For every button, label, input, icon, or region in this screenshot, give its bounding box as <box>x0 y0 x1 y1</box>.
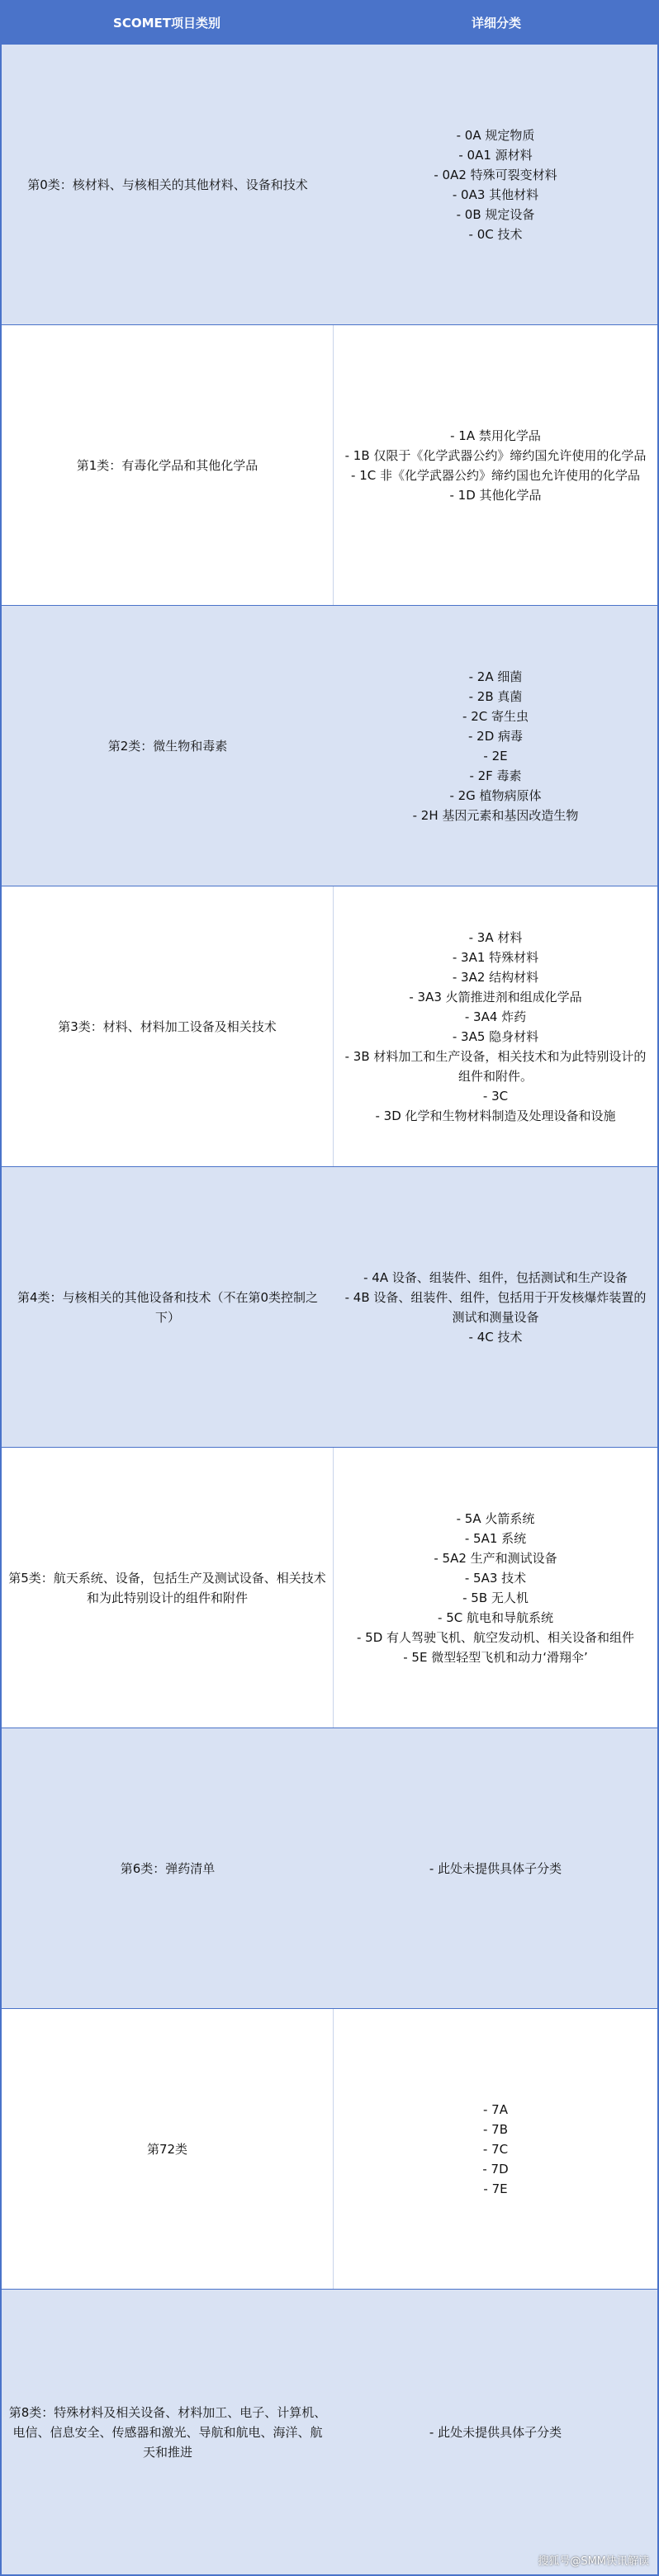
category-cell: 第3类：材料、材料加工设备及相关技术 <box>2 886 334 1166</box>
detail-item: - 3D 化学和生物材料制造及处理设备和设施 <box>375 1108 616 1123</box>
detail-item: - 2A 细菌 <box>468 669 523 684</box>
detail-item: - 0A 规定物质 <box>456 127 535 143</box>
table-row <box>2 2290 657 2574</box>
details-cell <box>334 325 657 605</box>
detail-item: - 7D <box>482 2161 509 2177</box>
table-row <box>2 606 657 886</box>
detail-item: - 2G 植物病原体 <box>449 787 542 803</box>
table-row <box>2 886 657 1167</box>
table-row <box>2 45 657 325</box>
table-row <box>2 325 657 606</box>
detail-item: - 5C 航电和导航系统 <box>438 1609 553 1625</box>
detail-item: - 4A 设备、组装件、组件，包括测试和生产设备 <box>363 1269 628 1285</box>
detail-item: - 0A1 源材料 <box>458 147 533 163</box>
detail-item: - 0B 规定设备 <box>456 206 535 222</box>
detail-item: - 5B 无人机 <box>462 1590 529 1605</box>
details-cell <box>334 606 657 886</box>
detail-item: - 5A1 系统 <box>464 1530 527 1546</box>
detail-item: - 5A2 生产和测试设备 <box>434 1550 557 1566</box>
detail-item: - 1B 仅限于《化学武器公约》缔约国允许使用的化学品 <box>344 447 647 463</box>
detail-item: - 2D 病毒 <box>467 728 524 744</box>
detail-item: - 3A 材料 <box>468 929 523 945</box>
detail-item: - 2H 基因元素和基因改造生物 <box>412 807 579 823</box>
detail-item: - 4B 设备、组装件、组件，包括用于开发核爆炸装置的测试和测量设备 <box>344 1289 647 1325</box>
category-cell: 第8类：特殊材料及相关设备、材料加工、电子、计算机、电信、信息安全、传感器和激光、导航和航电、海洋、航天和推进 <box>8 2404 327 2460</box>
details-cell <box>334 2290 657 2574</box>
detail-item: - 7B <box>482 2121 508 2137</box>
table-row <box>2 1448 657 1728</box>
detail-item: - 1D 其他化学品 <box>449 487 542 503</box>
detail-item: - 2F 毒素 <box>469 768 522 783</box>
detail-item: - 7E <box>483 2181 508 2196</box>
details-cell <box>334 1448 657 1728</box>
detail-item: - 7C <box>482 2141 509 2157</box>
header-details: 详细分类 <box>471 15 521 31</box>
details-cell <box>334 1728 657 2008</box>
detail-item: - 4C 技术 <box>468 1329 523 1345</box>
detail-item: - 5A3 技术 <box>464 1570 527 1586</box>
detail-item: - 3A4 炸药 <box>464 1009 527 1024</box>
category-cell: 第0类：核材料、与核相关的其他材料、设备和技术 <box>27 177 308 192</box>
table-header <box>0 0 659 45</box>
detail-item: - 2B 真菌 <box>468 688 523 704</box>
detail-item: - 3A5 隐身材料 <box>452 1028 539 1044</box>
table-body <box>2 45 657 2574</box>
detail-item: - 1C 非《化学武器公约》缔约国也允许使用的化学品 <box>351 467 640 483</box>
table-row <box>2 1167 657 1448</box>
detail-item: - 此处未提供具体子分类 <box>429 2424 562 2440</box>
detail-item: - 3B 材料加工和生产设备，相关技术和为此特别设计的组件和附件。 <box>344 1048 647 1084</box>
category-cell: 第72类 <box>2 2009 334 2289</box>
detail-item: - 0A2 特殊可裂变材料 <box>434 167 557 182</box>
detail-item: - 7A <box>483 2101 508 2117</box>
detail-item: - 1A 禁用化学品 <box>450 428 541 443</box>
table-row <box>2 2009 657 2290</box>
detail-item: - 此处未提供具体子分类 <box>429 1860 562 1876</box>
detail-item: - 0A3 其他材料 <box>452 187 539 202</box>
category-cell: 第6类：弹药清单 <box>120 1860 216 1876</box>
category-cell: 第2类：微生物和毒素 <box>107 738 228 754</box>
detail-item: - 5A 火箭系统 <box>456 1510 535 1526</box>
detail-item: - 3C <box>482 1088 509 1104</box>
detail-item: - 0C 技术 <box>468 226 523 242</box>
detail-item: - 3A2 结构材料 <box>452 969 539 985</box>
table-row <box>2 1728 657 2009</box>
detail-item: - 3A1 特殊材料 <box>452 949 539 965</box>
category-cell: 第1类：有毒化学品和其他化学品 <box>2 325 334 605</box>
details-cell <box>334 45 657 324</box>
detail-item: - 5D 有人驾驶飞机、航空发动机、相关设备和组件 <box>356 1629 635 1645</box>
category-cell: 第5类：航天系统、设备，包括生产及测试设备、相关技术和为此特别设计的组件和附件 <box>2 1448 334 1728</box>
detail-item: - 5E 微型轻型飞机和动力‘滑翔伞’ <box>403 1649 588 1665</box>
category-cell: 第4类：与核相关的其他设备和技术（不在第0类控制之下） <box>17 1289 319 1325</box>
detail-item: - 3A3 火箭推进剂和组成化学品 <box>409 989 582 1004</box>
details-cell <box>334 2009 657 2289</box>
details-cell <box>334 1167 657 1447</box>
details-cell <box>334 886 657 1166</box>
detail-item: - 2E <box>483 748 508 763</box>
header-category: SCOMET项目类别 <box>113 15 220 31</box>
watermark: 搜狐号@SMM快讯解读 <box>538 2555 649 2568</box>
detail-item: - 2C 寄生虫 <box>462 708 529 724</box>
